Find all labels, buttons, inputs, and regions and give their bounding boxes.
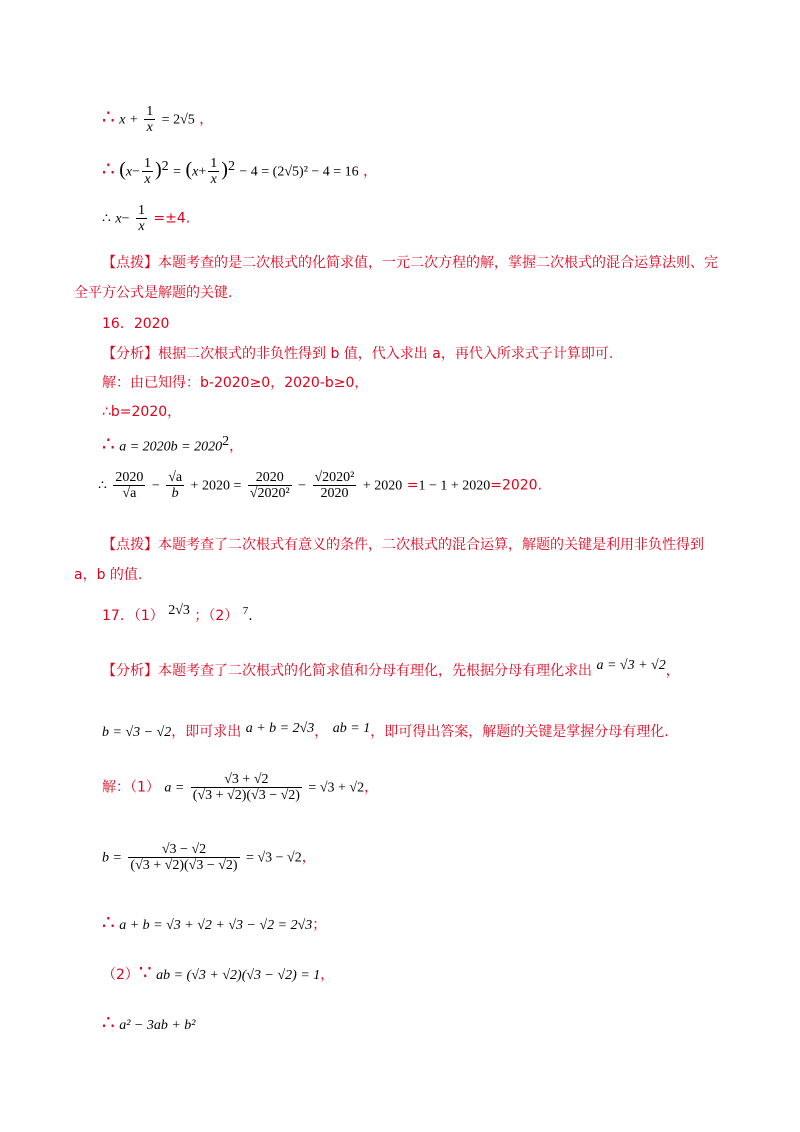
solution-17-sum: ∴ a + b = √3 + √2 + √3 − √2 = 2√3； [102,910,327,934]
question-16-label: 16．2020 [102,316,170,332]
solution-17-b: b = $\frac{√3 - √2}{(√3 + √2)(√3 - √2)}$ = √3 − √2， [102,842,316,873]
therefore-symbol: ∴ [102,156,115,181]
step-line-2: ∴ (x− $\frac{1}{x}$ )$^2$ = (x+ $\frac{1}{x}$ )$^2$ − 4 = (2√5)² − 4 = 16 ， [102,156,378,187]
math-var: x [119,112,126,128]
question-17-line: 17．（1） 2√3 ；（2） $^7$. [102,603,253,624]
therefore-symbol: ∴ [102,104,115,129]
punct: ， [199,111,214,128]
analysis-16: 【分析】根据二次根式的非负性得到 b 值，代入求出 a，再代入所求式子计算即可. [102,346,614,362]
math-rhs: = 2√5 [161,112,195,128]
solution-16-line-4: ∴ $\frac{2020}{√a}$ − $\frac{√a}{b}$ + 2020 = $\frac{2020}{\text{√2020²}}$ − $\frac{\text{√2020²}}{2020}$ + 2020 =1 − 1 + 2020=2020. [98,470,543,501]
solution-16-line-1: 解：由已知得：b-2020≥0，2020-b≥0， [102,375,369,391]
math-op: + [129,112,138,128]
result-text: =±4 [153,210,186,227]
therefore-symbol: ∴ [102,211,111,227]
analysis-17-line-2: b = √3 − √2，即可求出 a + b = 2√3， ab = 1，即可得出答案，解题的关键是掌握分母有理化. [102,721,669,740]
step-line-1 [102,104,213,135]
math-tail: − 4 = (2√5)² − 4 = 16 [239,164,359,180]
solution-17-final: ∴ a² − 3ab + b² [102,1010,196,1034]
analysis-17-line-1: 【分析】本题考查了二次根式的化简求值和分母有理化，先根据分母有理化求出 a = √3 + √2， [102,658,680,679]
solution-17-a: 解：（1） a = $\frac{√3 + √2}{(√3 + √2)(√3 - √2)}$ = √3 + √2， [102,772,379,803]
solution-16-line-2: ∴b=2020， [102,404,182,420]
dianbo-paragraph-1: 【点拨】本题考查的是二次根式的化简求值，一元二次方程的解，掌握二次根式的混合运算法则、完 全平方公式是解题的关键. [74,255,718,301]
dianbo-paragraph-2: 【点拨】本题考查了二次根式有意义的条件，二次根式的混合运算，解题的关键是利用非负性得到 a，b 的值. [74,537,704,583]
solution-16-line-3: ∴ $a = 2020b = 2020^2$， [102,431,244,456]
fraction: $\frac{1}{x}$ [146,104,154,135]
solution-17-product: （2）∵ ab = (√3 + √2)(√3 − √2) = 1， [102,960,335,984]
step-line-3: ∴ x− $\frac{1}{x}$ =±4. [102,203,191,234]
